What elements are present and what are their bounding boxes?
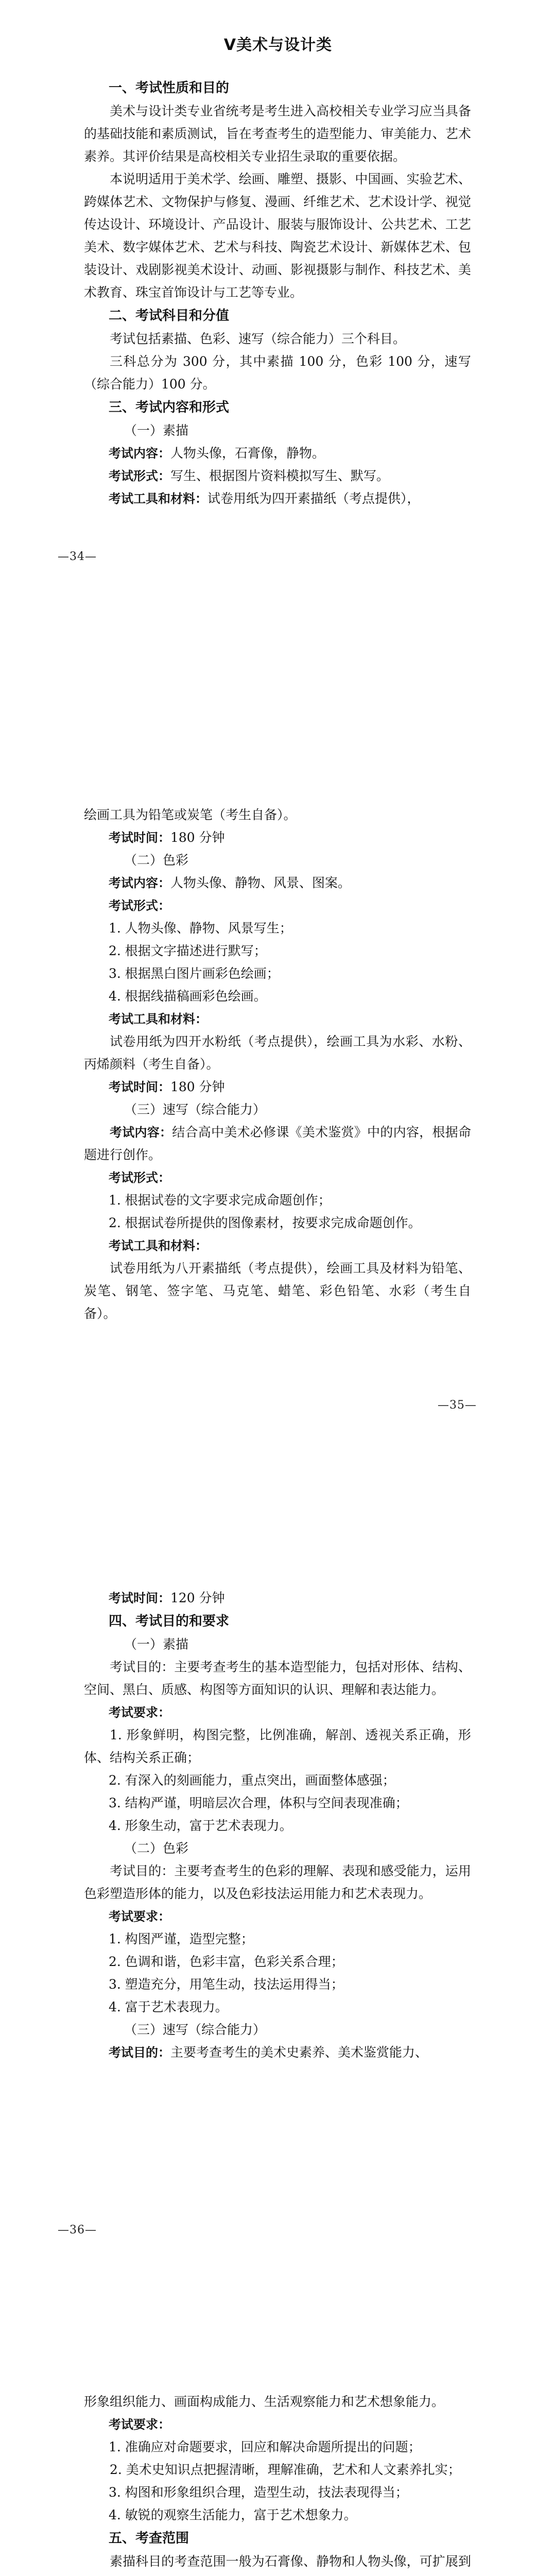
croquis-req-label-line <box>84 2413 471 2436</box>
page-number-34: —34— <box>58 550 97 563</box>
sketch-form-text: 写生、根据图片资料模拟写生、默写。 <box>170 468 390 483</box>
page-37 <box>0 2391 556 2576</box>
page-36-content <box>84 1587 471 2064</box>
croquis-time-text: 120 分钟 <box>170 1590 225 1605</box>
color-content-text: 人物头像、静物、风景、图案。 <box>170 875 351 890</box>
color-tools-label: 考试工具和材料： <box>109 1012 207 1026</box>
sketch-form-label: 考试形式： <box>109 469 170 483</box>
croquis-purpose-text: 主要考查考生的美术史素养、美术鉴赏能力、 <box>170 2045 428 2060</box>
sketch-time-label: 考试时间： <box>109 831 170 845</box>
page-number-35: —35— <box>438 1399 477 1412</box>
sketch-time-text: 180 分钟 <box>170 830 225 845</box>
croquis-req-item: 4. 敏锐的观察生活能力，富于艺术想象力。 <box>109 2507 357 2522</box>
croquis-req-label: 考试要求： <box>109 2417 170 2432</box>
section-2-heading: 二、考试科目和分值 <box>109 308 230 324</box>
subsection-color-req-heading: （二）色彩 <box>124 1841 189 1856</box>
sketch-req-label: 考试要求： <box>109 1705 170 1720</box>
subsection-sketch-req-heading: （一）素描 <box>124 1637 189 1652</box>
sketch-tools-line <box>84 487 471 510</box>
color-tools-label-line <box>84 1008 471 1030</box>
color-form-item: 4. 根据线描稿画彩色绘画。 <box>109 989 267 1004</box>
sketch-time-line <box>84 826 471 849</box>
sketch-tools-text: 试卷用纸为四开素描纸（考点提供）， <box>207 491 420 506</box>
color-req-label-line <box>84 1905 471 1928</box>
subsection-color-heading: （二）色彩 <box>124 853 189 868</box>
croquis-form-item: 1. 根据试卷的文字要求完成命题创作； <box>109 1193 331 1208</box>
section-3-heading: 三、考试内容和形式 <box>109 400 230 415</box>
croquis-req-item: 1. 准确应对命题要求，回应和解决命题所提出的问题； <box>109 2439 421 2454</box>
croquis-form-label-line <box>84 1166 471 1189</box>
color-form-label-line <box>84 894 471 917</box>
croquis-content-text: 结合高中美术必修课《美术鉴赏》中的内容，根据命题进行创作。 <box>84 1125 471 1162</box>
page-37-content <box>84 2391 471 2576</box>
section-2-paragraph-2: 三科总分为 300 分，其中素描 100 分，色彩 100 分，速写（综合能力）100 分。 <box>84 354 471 392</box>
color-form-label: 考试形式： <box>109 899 170 913</box>
sketch-form-line <box>84 465 471 487</box>
color-req-item: 2. 色调和谐，色彩丰富，色彩关系合理； <box>109 1954 344 1969</box>
section-1-paragraph-2: 本说明适用于美术学、绘画、雕塑、摄影、中国画、实验艺术、跨媒体艺术、文物保护与修复、漫画、纤维艺术、艺术设计学、视觉传达设计、环境设计、产品设计、服装与服饰设计、公共艺术、工艺美术、数字媒体艺术、艺术与科技、陶瓷艺术设计、新媒体艺术、包装设计、戏剧影视美术设计、动画、影视摄影与制作、科技艺术、美术教育、珠宝首饰设计与工艺等专业。 <box>84 172 471 300</box>
section-4-heading: 四、考试目的和要求 <box>109 1614 230 1629</box>
sketch-req-item: 3. 结构严谨，明暗层次合理，体积与空间表现准确； <box>109 1795 408 1810</box>
section-1-paragraph-1: 美术与设计类专业省统考是考生进入高校相关专业学习应当具备的基础技能和素质测试，旨在考查考生的造型能力、审美能力、艺术素养。其评价结果是高校相关专业招生录取的重要依据。 <box>84 104 471 164</box>
croquis-req-item: 2. 美术史知识点把握清晰，理解准确，艺术和人文素养扎实； <box>110 2462 461 2477</box>
croquis-form-item: 2. 根据试卷所提供的图像素材，按要求完成命题创作。 <box>109 1215 421 1230</box>
color-form-item: 2. 根据文字描述进行默写； <box>109 943 267 958</box>
sketch-tools-label: 考试工具和材料： <box>109 492 207 506</box>
color-content-line <box>84 872 471 894</box>
color-req-item: 4. 富于艺术表现力。 <box>109 1999 228 2014</box>
color-form-item: 1. 人物头像、静物、风景写生； <box>109 921 292 936</box>
color-time-line <box>84 1076 471 1098</box>
croquis-content-label: 考试内容： <box>110 1125 172 1140</box>
color-req-item: 1. 构图严谨，造型完整； <box>109 1931 254 1946</box>
subsection-croquis-req-heading: （三）速写（综合能力） <box>124 2022 266 2037</box>
croquis-tools-label: 考试工具和材料： <box>109 1239 207 1253</box>
page-34-content <box>84 76 471 510</box>
section-5-heading: 五、考查范围 <box>109 2531 189 2546</box>
color-tools-paragraph: 试卷用纸为四开水粉纸（考点提供），绘画工具为水彩、水粉、丙烯颜料（考生自备）。 <box>84 1034 471 1072</box>
sketch-req-item: 2. 有深入的刻画能力，重点突出，画面整体感强； <box>109 1773 395 1788</box>
section-1-heading: 一、考试性质和目的 <box>109 80 230 96</box>
sketch-content-text: 人物头像，石膏像，静物。 <box>170 446 325 461</box>
page-36 <box>0 1587 556 2308</box>
subsection-sketch-heading: （一）素描 <box>124 423 189 438</box>
croquis-content-paragraph <box>84 1121 471 1166</box>
color-req-item: 3. 塑造充分，用笔生动，技法运用得当； <box>109 1977 344 1992</box>
page-35 <box>0 804 556 1468</box>
color-content-label: 考试内容： <box>109 876 170 890</box>
page-number-36: —36— <box>58 2224 97 2236</box>
page-34 <box>0 0 556 618</box>
sketch-purpose-paragraph: 考试目的：主要考查考生的基本造型能力，包括对形体、结构、空间、黑白、质感、构图等方面知识的认识、理解和表达能力。 <box>84 1659 471 1697</box>
page-35-content <box>84 804 471 1325</box>
scope-paragraph: 素描科目的考查范围一般为石膏像、静物和人物头像，可扩展到 <box>110 2554 471 2569</box>
sketch-req-item: 4. 形象生动，富于艺术表现力。 <box>109 1818 292 1833</box>
croquis-tools-label-line <box>84 1234 471 1257</box>
document-title: V美术与设计类 <box>223 36 333 54</box>
croquis-purpose-line <box>84 2041 471 2064</box>
croquis-req-item: 3. 构图和形象组织合理，造型生动，技法表现得当； <box>109 2485 408 2500</box>
sketch-req-label-line <box>84 1701 471 1724</box>
sketch-req-item: 1. 形象鲜明，构图完整，比例准确，解剖、透视关系正确，形体、结构关系正确； <box>84 1727 471 1765</box>
color-purpose-paragraph: 考试目的：主要考查考生的色彩的理解、表现和感受能力，运用色彩塑造形体的能力，以及色彩技法运用能力和艺术表现力。 <box>84 1863 471 1901</box>
subsection-croquis-heading: （三）速写（综合能力） <box>124 1102 266 1117</box>
color-time-label: 考试时间： <box>109 1080 170 1094</box>
croquis-tools-paragraph: 试卷用纸为八开素描纸（考点提供），绘画工具及材料为铅笔、炭笔、钢笔、签字笔、马克笔、蜡笔、彩色铅笔、水彩（考生自备）。 <box>84 1261 471 1321</box>
sketch-content-line <box>84 442 471 465</box>
croquis-time-label: 考试时间： <box>109 1591 170 1605</box>
sketch-tools-continued: 绘画工具为铅笔或炭笔（考生自备）。 <box>84 807 297 822</box>
color-time-text: 180 分钟 <box>170 1079 225 1094</box>
sketch-content-label: 考试内容： <box>109 446 170 461</box>
croquis-time-line <box>84 1587 471 1609</box>
croquis-purpose-label: 考试目的： <box>109 2045 170 2060</box>
color-form-item: 3. 根据黑白图片画彩色绘画； <box>109 966 280 981</box>
croquis-purpose-continued: 形象组织能力、画面构成能力、生活观察能力和艺术想象能力。 <box>84 2394 445 2409</box>
section-2-paragraph-1: 考试包括素描、色彩、速写（综合能力）三个科目。 <box>110 331 406 346</box>
croquis-form-label: 考试形式： <box>109 1171 170 1185</box>
color-req-label: 考试要求： <box>109 1909 170 1924</box>
